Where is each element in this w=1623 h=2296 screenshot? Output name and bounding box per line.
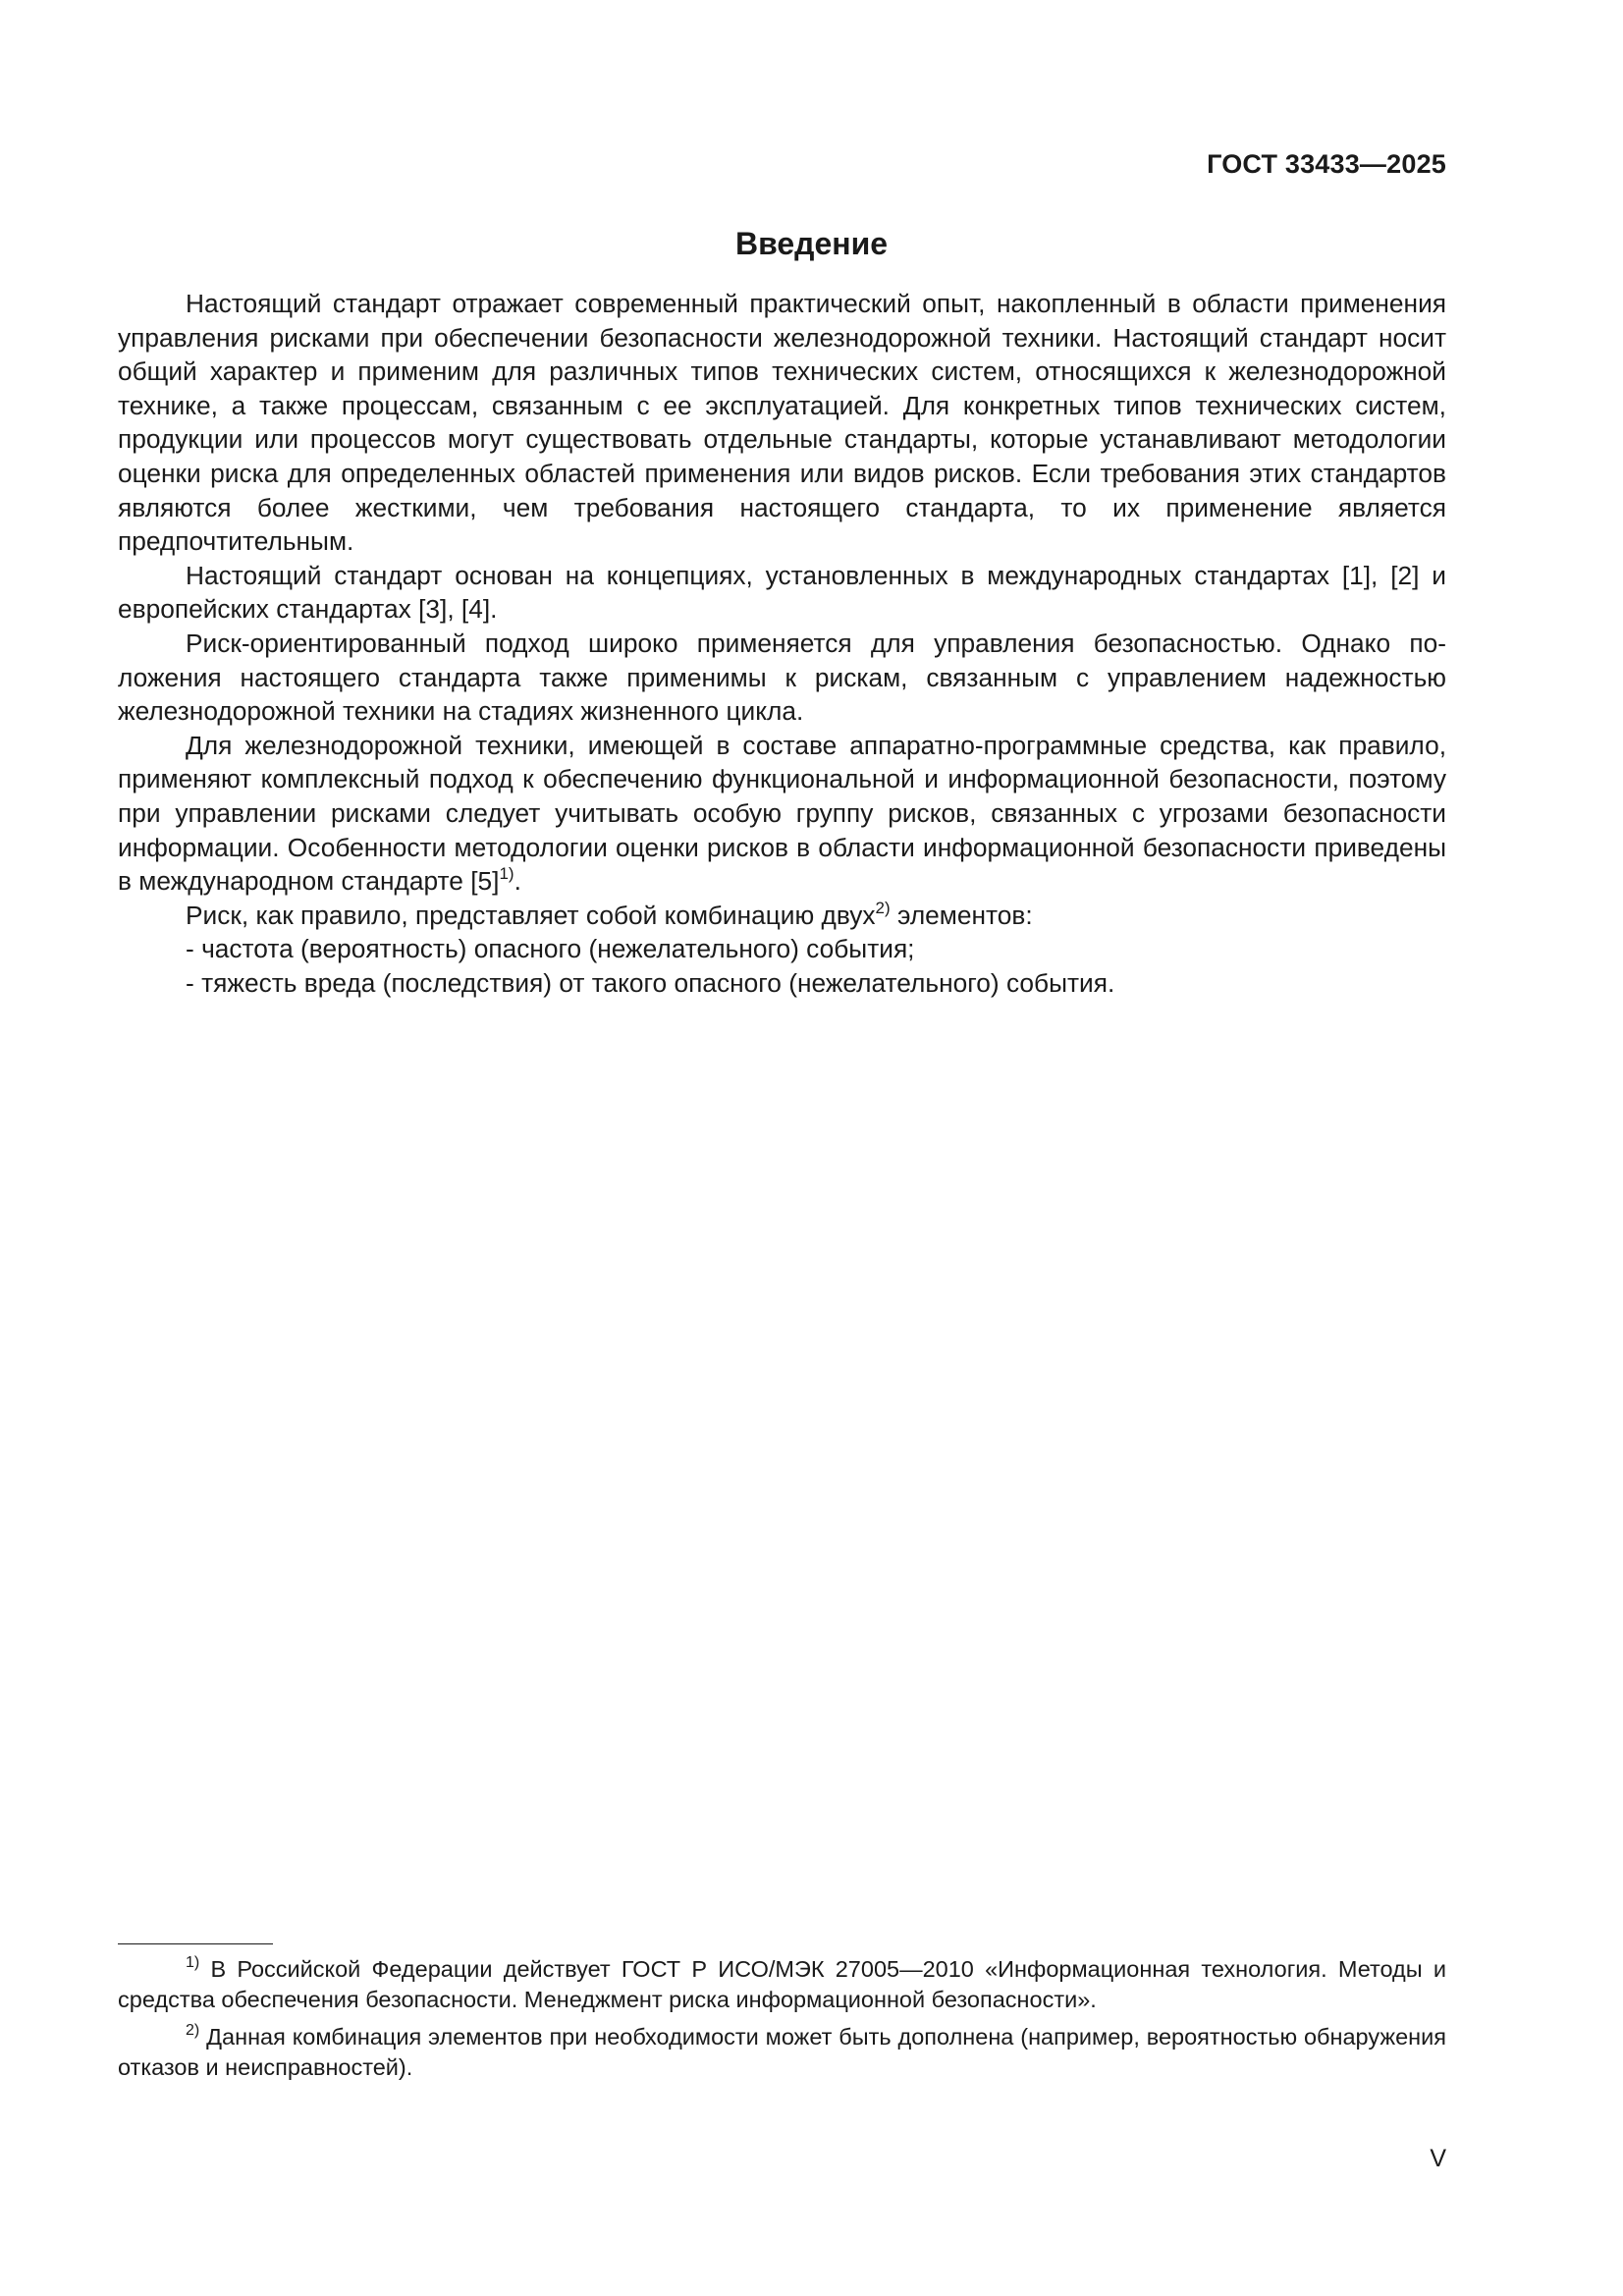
standard-designation: ГОСТ 33433—2025	[1207, 149, 1446, 179]
paragraph-text: Для железнодорожной техники, имеющей в составе аппаратно-программные средства, как правило, применяют комплексный подход к обеспечению функциональной и информационной безопасности, поэтому при управлении рисками следует учитывать особую группу рисков, связанных с угрозами безопасности информации. Особенности методологии оценки рисков в области информационной безопасности приведены в международном стандарте [5]	[118, 730, 1446, 897]
footnote-text: Данная комбинация элементов при необходимости может быть дополнена (например, вероятностью обнаружения отказов и неисправностей).	[118, 2024, 1446, 2080]
paragraph-text: .	[514, 866, 521, 897]
section-title: Введение	[734, 226, 889, 261]
footnote	[118, 2022, 1446, 2083]
footnote-marker: 1)	[186, 1954, 200, 1971]
list-item: - тяжесть вреда (последствия) от такого опасного (нежелательного) события.	[186, 967, 1115, 998]
list-item: - частота (вероятность) опасного (нежелательного) события;	[186, 934, 915, 964]
paragraph	[118, 899, 1446, 933]
page-number: V	[1430, 2145, 1446, 2172]
footnote	[118, 1954, 1446, 2015]
paragraph: Настоящий стандарт основан на концепциях, установленных в международных стандартах [1], [2] и европейских стандартах [3], [4].	[118, 560, 1446, 625]
paragraph: Риск-ориентированный подход широко применяется для управления безопасностью. Однако положения настоящего стандарта также применимы к рискам, связанным с управлением надежностью железнодорожной техники на стадиях жизненного цикла.	[118, 628, 1446, 727]
paragraph: Настоящий стандарт отражает современный практический опыт, накопленный в области применения управления рисками при обеспечении безопасности железнодорожной техники. Настоящий стандарт носит общий характер и применим для различных типов технических систем, относящихся к железнодорожной технике, а также процессам, связанным с ее эксплуатацией. Для конкретных типов технических систем, продукции или процессов могут существовать отдельные стандарты, которые устанавливают методологии оценки риска для определенных областей применения или видов рисков. Если требования этих стандартов являются более жесткими, чем требования настоящего стандарта, то их применение является предпочтительным.	[118, 289, 1446, 557]
footnote-ref: 1)	[499, 864, 514, 884]
footnote-text: В Российской Федерации действует ГОСТ Р ИСО/МЭК 27005—2010 «Информационная технология. Методы и средства обеспечения безопасности. Менеджмент риска информационной безопасности».	[118, 1956, 1446, 2012]
footnote-separator	[118, 1943, 273, 1944]
paragraph	[118, 729, 1446, 899]
footnote-marker: 2)	[186, 2022, 200, 2039]
introduction-body	[118, 287, 1446, 1000]
footnote-ref: 2)	[875, 898, 891, 917]
paragraph-text: элементов:	[890, 900, 1033, 930]
footnotes	[118, 1954, 1446, 2090]
paragraph-text: Риск, как правило, представляет собой комбинацию двух	[186, 900, 876, 930]
